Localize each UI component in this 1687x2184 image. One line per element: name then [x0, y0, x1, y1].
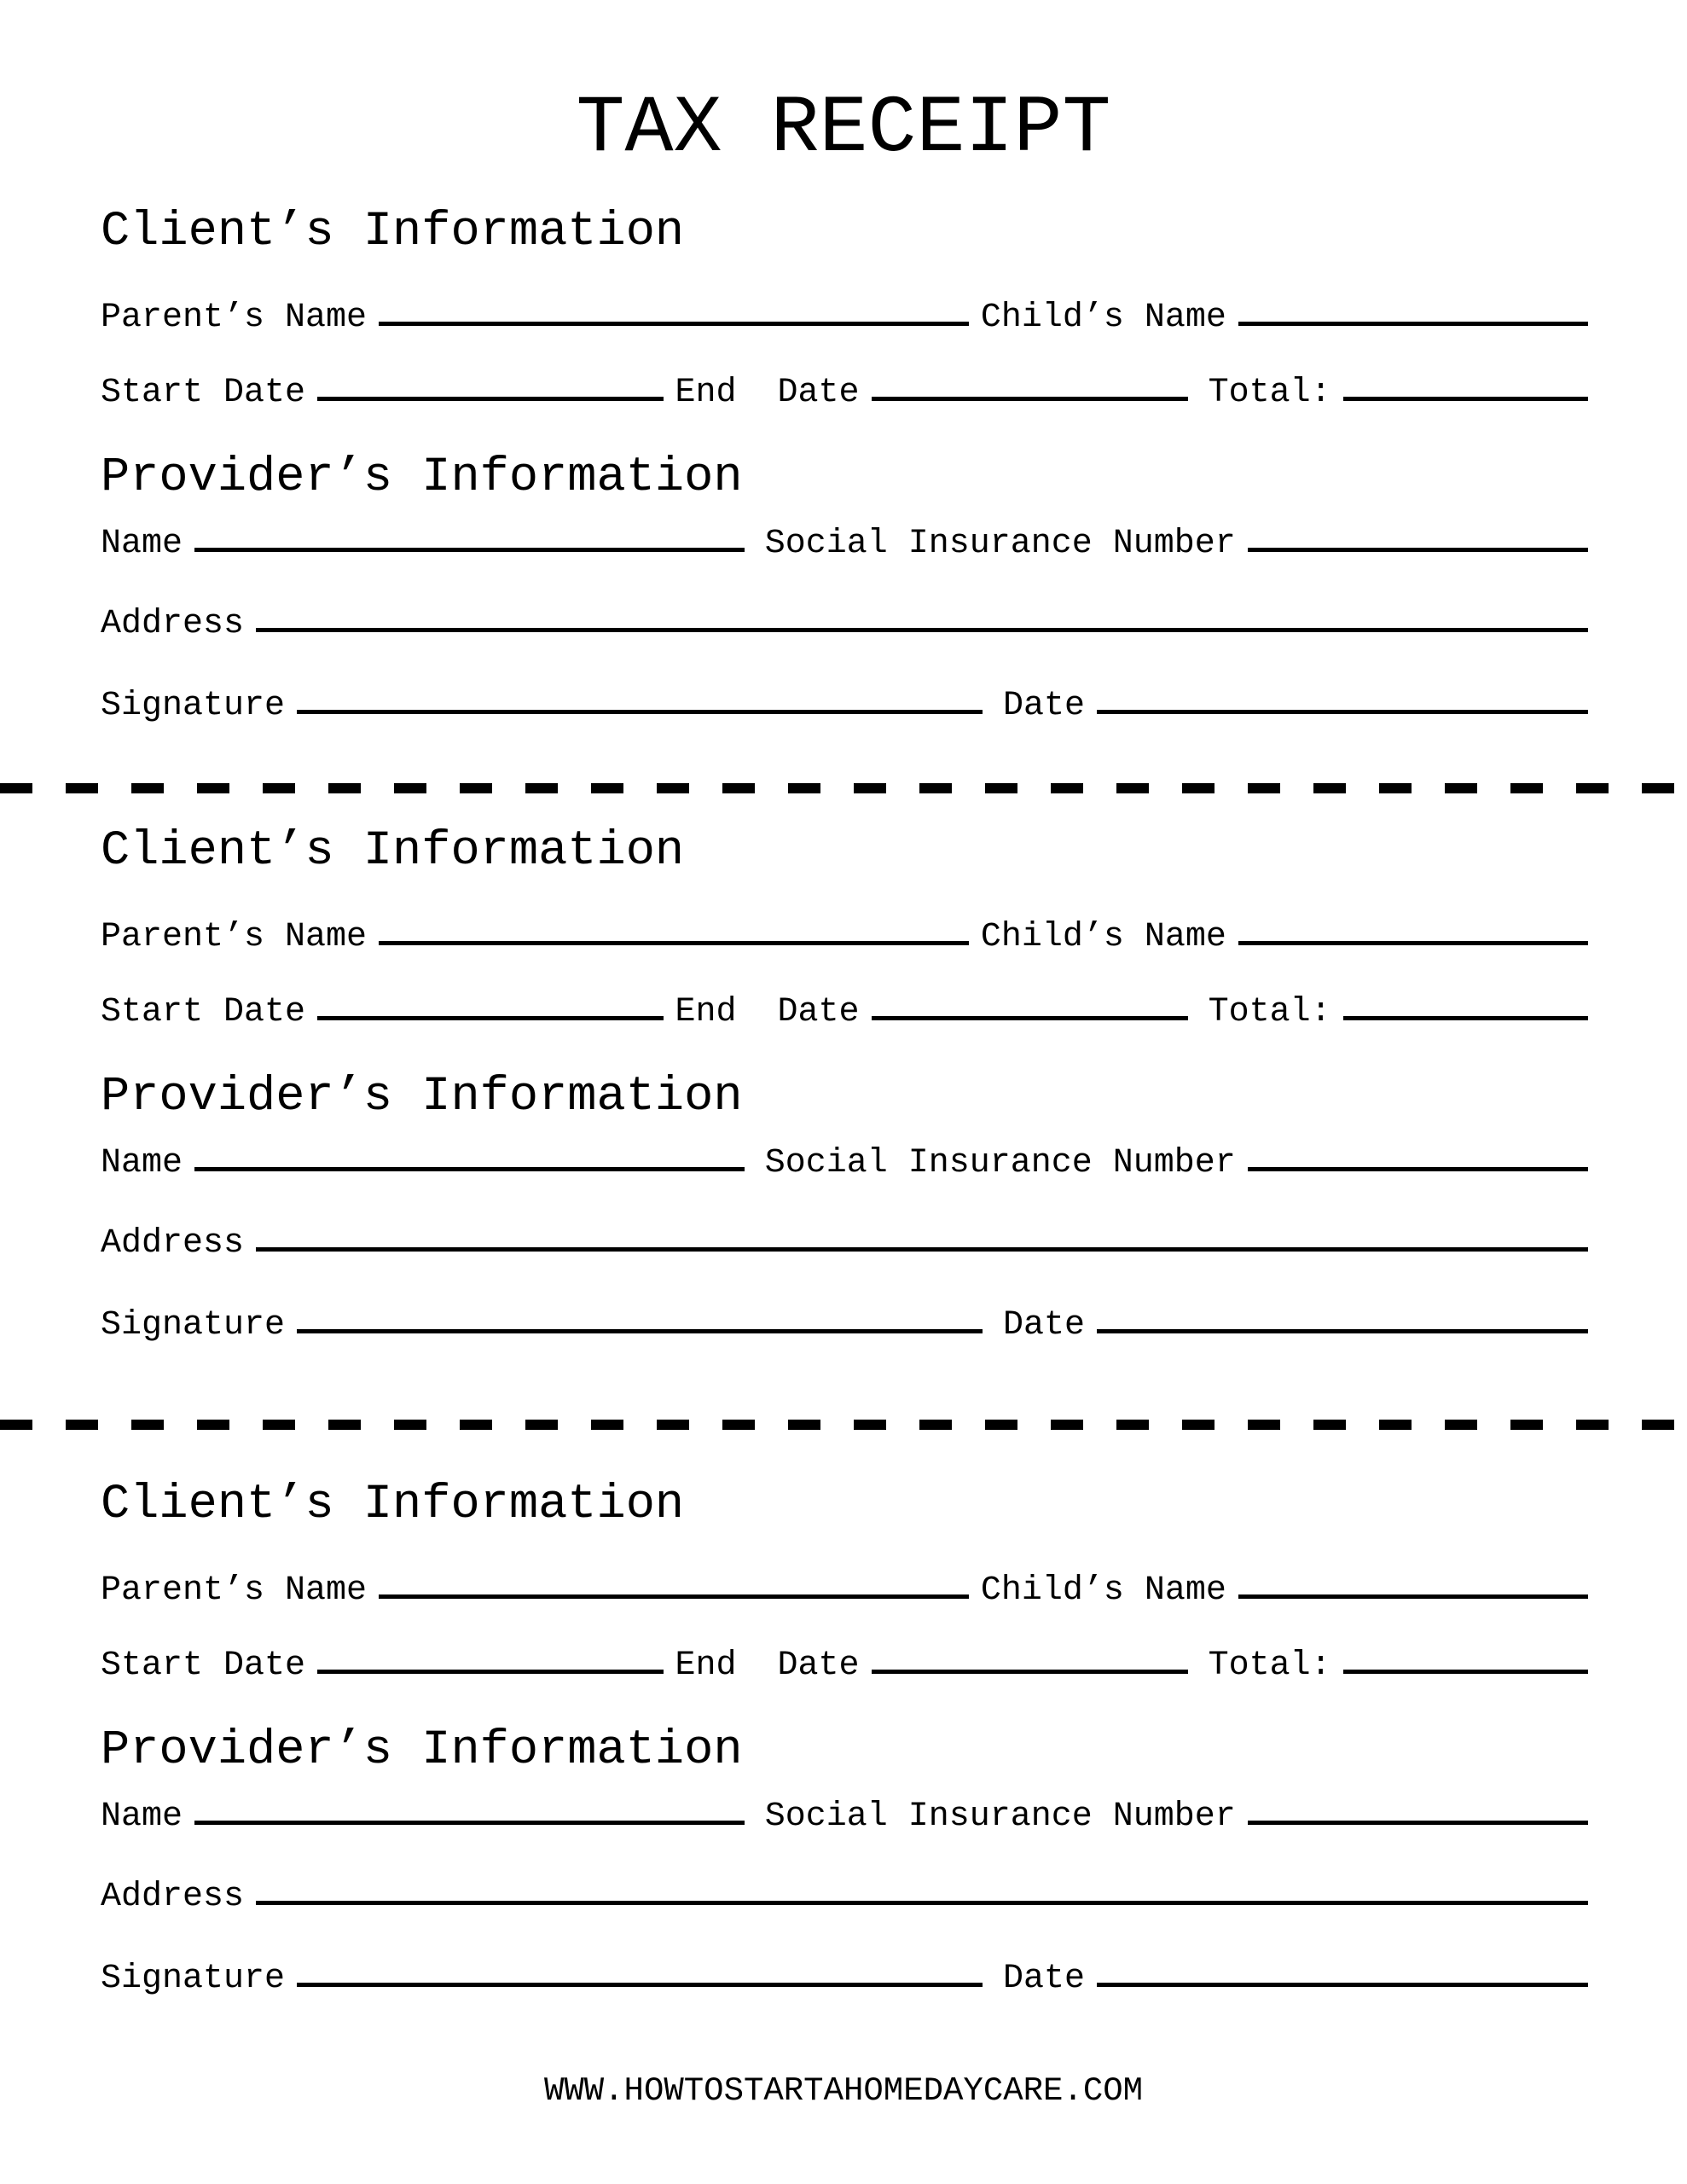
provider-name-field[interactable]	[194, 1167, 745, 1171]
date-field[interactable]	[1097, 710, 1588, 714]
parent-name-field[interactable]	[379, 322, 969, 326]
client-info-heading: Client’s Information	[101, 824, 685, 879]
parent-name-label: Parent’s Name	[101, 918, 368, 956]
sin-label: Social Insurance Number	[764, 1798, 1236, 1836]
date-field[interactable]	[1097, 1983, 1588, 1987]
date-field[interactable]	[1097, 1329, 1588, 1333]
receipt-section-1	[0, 205, 1687, 725]
total-field[interactable]	[1343, 1016, 1588, 1020]
parent-name-label: Parent’s Name	[101, 1571, 368, 1610]
sin-label: Social Insurance Number	[764, 525, 1236, 563]
provider-info-heading: Provider’s Information	[101, 450, 743, 505]
parent-child-row	[101, 1571, 1588, 1610]
signature-label: Signature	[101, 1306, 286, 1345]
signature-label: Signature	[101, 1960, 286, 1998]
end-date-label: End Date	[675, 1647, 860, 1685]
client-info-heading: Client’s Information	[101, 205, 685, 259]
parent-name-field[interactable]	[379, 1594, 969, 1599]
start-date-field[interactable]	[317, 1670, 663, 1674]
signature-date-row	[101, 1306, 1588, 1345]
dates-total-row	[101, 1649, 1588, 1683]
cut-line-separator	[0, 1420, 1687, 1430]
parent-child-row	[101, 301, 1588, 335]
child-name-field[interactable]	[1238, 1594, 1588, 1599]
website-url: WWW.HOWTOSTARTAHOMEDAYCARE.COM	[543, 2072, 1144, 2110]
end-date-field[interactable]	[872, 1016, 1188, 1020]
start-date-label: Start Date	[101, 1647, 306, 1685]
provider-info-heading: Provider’s Information	[101, 1070, 743, 1124]
sin-field[interactable]	[1248, 1167, 1588, 1171]
address-label: Address	[101, 1224, 245, 1263]
name-sin-row	[101, 527, 1588, 561]
tax-receipt-title: TAX RECEIPT	[576, 83, 1111, 175]
cut-line-separator	[0, 783, 1687, 793]
total-label: Total:	[1208, 1647, 1331, 1685]
address-label: Address	[101, 1878, 245, 1916]
receipt-section-3	[0, 1478, 1687, 1998]
address-row	[101, 1880, 1588, 1914]
total-field[interactable]	[1343, 397, 1588, 401]
child-name-label: Child’s Name	[980, 1571, 1226, 1610]
signature-field[interactable]	[297, 710, 983, 714]
end-date-label: End Date	[675, 993, 860, 1031]
sin-field[interactable]	[1248, 1821, 1588, 1825]
parent-child-row	[101, 918, 1588, 956]
date-label: Date	[1003, 687, 1086, 725]
end-date-field[interactable]	[872, 1670, 1188, 1674]
parent-name-field[interactable]	[379, 941, 969, 945]
total-label: Total:	[1208, 993, 1331, 1031]
parent-name-label: Parent’s Name	[101, 299, 368, 337]
address-field[interactable]	[256, 1901, 1588, 1905]
dates-total-row	[101, 376, 1588, 410]
address-field[interactable]	[256, 1247, 1588, 1252]
client-info-heading: Client’s Information	[101, 1478, 685, 1532]
end-date-field[interactable]	[872, 397, 1188, 401]
address-row	[101, 607, 1588, 642]
name-sin-row	[101, 1144, 1588, 1182]
total-field[interactable]	[1343, 1670, 1588, 1674]
total-label: Total:	[1208, 374, 1331, 412]
start-date-label: Start Date	[101, 374, 306, 412]
date-label: Date	[1003, 1306, 1086, 1345]
signature-label: Signature	[101, 687, 286, 725]
child-name-label: Child’s Name	[980, 918, 1226, 956]
child-name-field[interactable]	[1238, 941, 1588, 945]
signature-date-row	[101, 1962, 1588, 1996]
provider-name-label: Name	[101, 1144, 183, 1182]
provider-name-field[interactable]	[194, 1821, 745, 1825]
receipt-section-2	[0, 824, 1687, 1345]
address-label: Address	[101, 605, 245, 643]
dates-total-row	[101, 993, 1588, 1031]
provider-name-label: Name	[101, 1798, 183, 1836]
address-field[interactable]	[256, 628, 1588, 632]
address-row	[101, 1224, 1588, 1263]
start-date-field[interactable]	[317, 1016, 663, 1020]
provider-name-label: Name	[101, 525, 183, 563]
child-name-label: Child’s Name	[980, 299, 1226, 337]
provider-info-heading: Provider’s Information	[101, 1723, 743, 1778]
signature-date-row	[101, 689, 1588, 723]
end-date-label: End Date	[675, 374, 860, 412]
sin-field[interactable]	[1248, 548, 1588, 552]
signature-field[interactable]	[297, 1983, 983, 1987]
provider-name-field[interactable]	[194, 548, 745, 552]
sin-label: Social Insurance Number	[764, 1144, 1236, 1182]
start-date-field[interactable]	[317, 397, 663, 401]
child-name-field[interactable]	[1238, 322, 1588, 326]
date-label: Date	[1003, 1960, 1086, 1998]
start-date-label: Start Date	[101, 993, 306, 1031]
name-sin-row	[101, 1800, 1588, 1834]
signature-field[interactable]	[297, 1329, 983, 1333]
